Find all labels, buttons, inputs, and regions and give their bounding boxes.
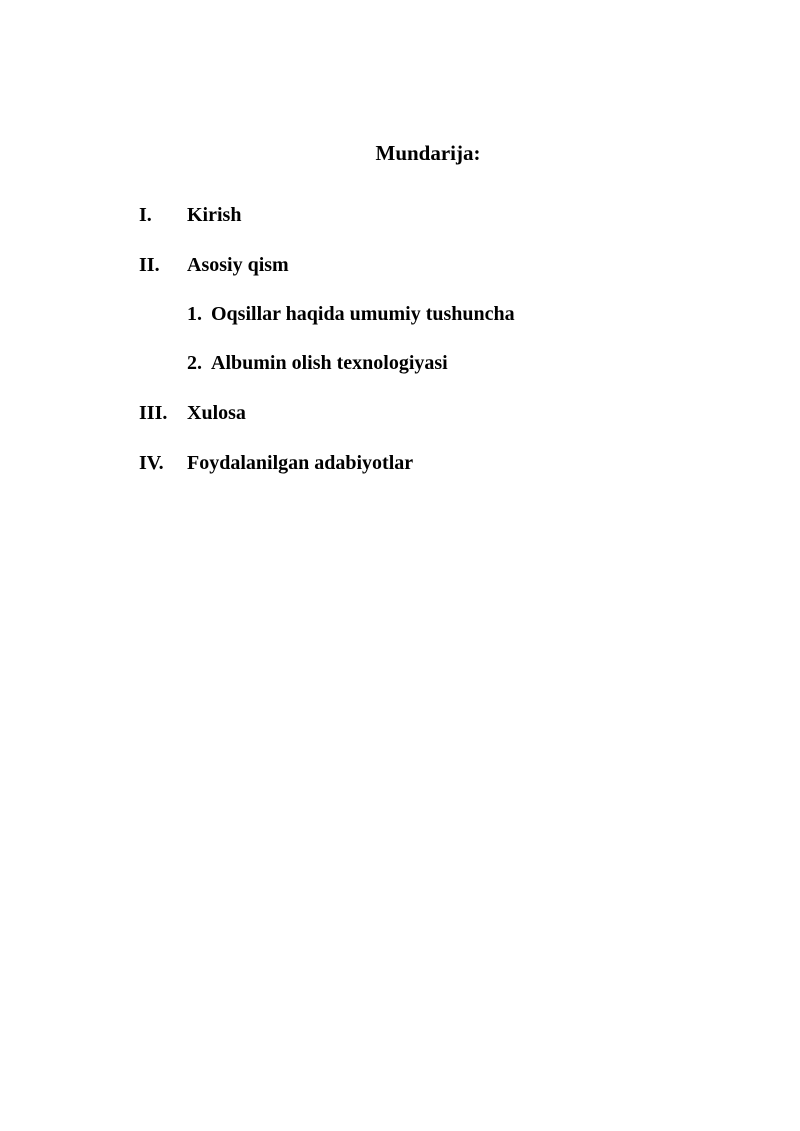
toc-subitem-label: Oqsillar haqida umumiy tushuncha bbox=[211, 303, 515, 325]
toc-item-label: Xulosa bbox=[187, 402, 246, 424]
toc-subitem-number: 1. bbox=[187, 303, 202, 325]
toc-subitem-number: 2. bbox=[187, 352, 202, 374]
toc-title: Mundarija: bbox=[375, 141, 481, 165]
toc-item-label: Asosiy qism bbox=[187, 254, 289, 276]
toc-item-label: Kirish bbox=[187, 204, 242, 226]
toc-subitem-label: Albumin olish texnologiyasi bbox=[211, 352, 448, 374]
toc-item-numeral: II. bbox=[139, 254, 160, 276]
toc-item-numeral: III. bbox=[139, 402, 168, 424]
toc-item-label: Foydalanilgan adabiyotlar bbox=[187, 452, 414, 474]
toc-item-numeral: I. bbox=[139, 204, 152, 226]
toc-item-numeral: IV. bbox=[139, 452, 164, 474]
